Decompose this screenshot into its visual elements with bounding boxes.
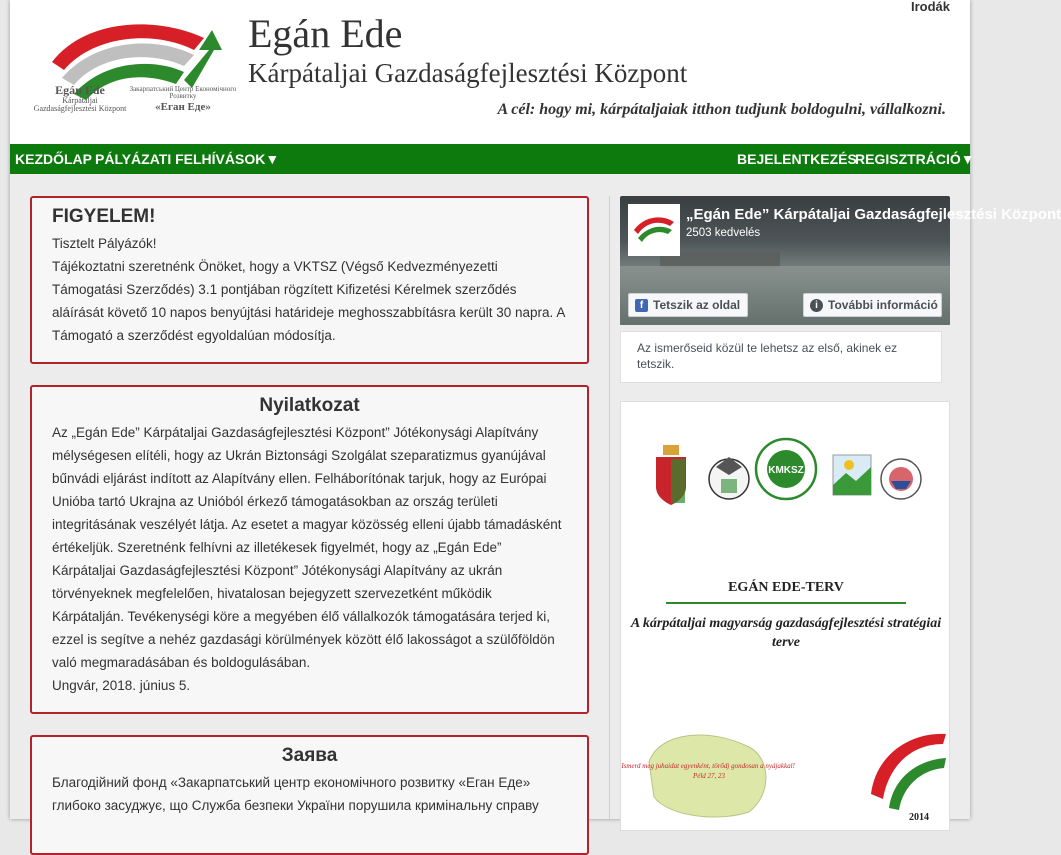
notice-statement-hu [30, 385, 589, 714]
info-button-label: További információ [828, 298, 938, 312]
document-rule [666, 602, 906, 604]
facebook-friends-text: Az ismerőseid közül te lehetsz az első, akinek ez tetszik. [620, 331, 942, 383]
facebook-cover-image[interactable] [620, 196, 1061, 325]
coat-of-arms-icon [656, 445, 686, 505]
notice-title: FIGYELEM! [52, 206, 156, 227]
eagle-emblem-icon [709, 457, 749, 499]
plan-arc-logo-icon [861, 724, 951, 814]
notice-attention [30, 196, 589, 364]
facebook-page-avatar[interactable] [628, 204, 680, 256]
site-subtitle: Kárpátaljai Gazdaságfejlesztési Központ [248, 58, 688, 88]
site-motto: A cél: hogy mi, kárpátaljaiak itthon tudjunk boldogulni, vállalkozni. [497, 101, 946, 118]
nav-login[interactable]: BEJELENTKEZÉS [737, 151, 857, 167]
facebook-info-button[interactable] [803, 293, 942, 317]
notice-signature: Ungvár, 2018. június 5. [52, 678, 191, 693]
map-quote-ref: Péld 27, 23 [692, 772, 726, 780]
logo-caption-ukrainian: Закарпатський Центр Економічного Розвитку «Еган Еде» [129, 85, 237, 113]
site-header [10, 0, 970, 144]
kmksz-logo [756, 439, 816, 499]
notice-body: Az „Egán Ede” Kárpátaljai Gazdaságfejlesztési Központ” Jótékonysági Alapítvány mélységesen elítéli, hogy az Ukrán Biztonsági Szolgálat szeparatizmus gyanújával bűnvádi eljárást indított az Alapítvány ellen. Felháborítónak tarjuk, hogy az Európai Unióba tartó Ukrajna az Unióból érkező támogatásokban az ország területi integritásának veszélyét látja. Az esetet a magyar közösség elleni újabb támadásként értékeljük. Szeretnénk felhívni az illetékesek figyelmét, hogy az „Egán Ede” Kárpátaljai Gazdaságfejlesztési Központ” Jótékonysági Alapítvány az ukrán törvényeknek megfelelően, hivatalosan bejegyzett szervezetként működik Kárpátalján. Tevékenységi köre a megyében élő vállalkozók támogatására terjed ki, ezzel is segítve a nehéz gazdasági körülmények között élő lakosságot a szülőföldön való megmaradásában és boldogulásában. [52, 425, 562, 670]
transcarpathia-map-icon [621, 722, 795, 822]
info-icon: i [810, 299, 823, 312]
facebook-page-name[interactable]: „Egán Ede” Kárpátaljai Gazdaságfejlesztési Központ [686, 206, 1061, 223]
facebook-like-count: 2503 kedvelés [686, 227, 761, 239]
facebook-icon: f [635, 299, 648, 312]
facebook-like-button[interactable] [628, 293, 748, 317]
facebook-page-widget [620, 196, 1061, 386]
notice-statement-ua [30, 735, 589, 855]
document-subtitle: A kárpátaljai magyarság gazdaságfejlesztési stratégiai terve [630, 616, 942, 650]
site-title: Egán Ede [248, 11, 403, 56]
nav-register-dropdown[interactable]: REGISZTRÁCIÓ▼ [855, 151, 975, 167]
map-quote: Ismerd meg juhaidat egyenként, törődj gondosan a nyájakkal! [621, 762, 795, 770]
landscape-emblem-icon [833, 455, 871, 495]
like-button-label: Tetszik az oldal [653, 298, 741, 312]
notice-body: Благодійний фонд «Закарпатський центр економічного розвитку «Еган Еде» глибоко засуджує, що Служба безпеки України порушила кримінальну справу [52, 775, 539, 813]
page [10, 0, 1061, 823]
avatar-logo-icon [630, 206, 678, 254]
notice-title: Nyilatkozat [259, 395, 360, 416]
round-emblem-icon [881, 459, 921, 499]
partner-logos [651, 437, 931, 507]
nav-calls-dropdown[interactable]: PÁLYÁZATI FELHÍVÁSOK▼ [95, 151, 280, 167]
column-divider [609, 196, 610, 819]
notice-greeting: Tisztelt Pályázók! [52, 236, 157, 251]
document-title: EGÁN EDE-TERV [728, 580, 844, 595]
site-logo[interactable] [44, 10, 244, 135]
main-nav [10, 144, 975, 174]
egan-ede-plan-document[interactable] [620, 401, 950, 831]
offices-link[interactable]: Irodák [910, 0, 950, 14]
notice-title: Заява [281, 745, 338, 766]
notice-body: Tájékoztatni szeretnénk Önöket, hogy a VKTSZ (Végső Kedvezményezetti Támogatási Szerződés) 3.1 pontjában rögzített Kifizetési Kérelmek szerződés aláírását követő 10 napos benyújtási határideje meghosszabbításra került 30 napra. A Támogató a szerződést egyoldalúan módosítja. [52, 259, 565, 343]
logo-caption-hungarian: Egán Ede Kárpátaljai Gazdaságfejlesztési Központ [33, 83, 127, 113]
nav-home[interactable]: KEZDŐLAP [15, 151, 92, 167]
kmksz-logo-text: KMKSZ [768, 465, 804, 476]
document-year: 2014 [909, 812, 929, 823]
